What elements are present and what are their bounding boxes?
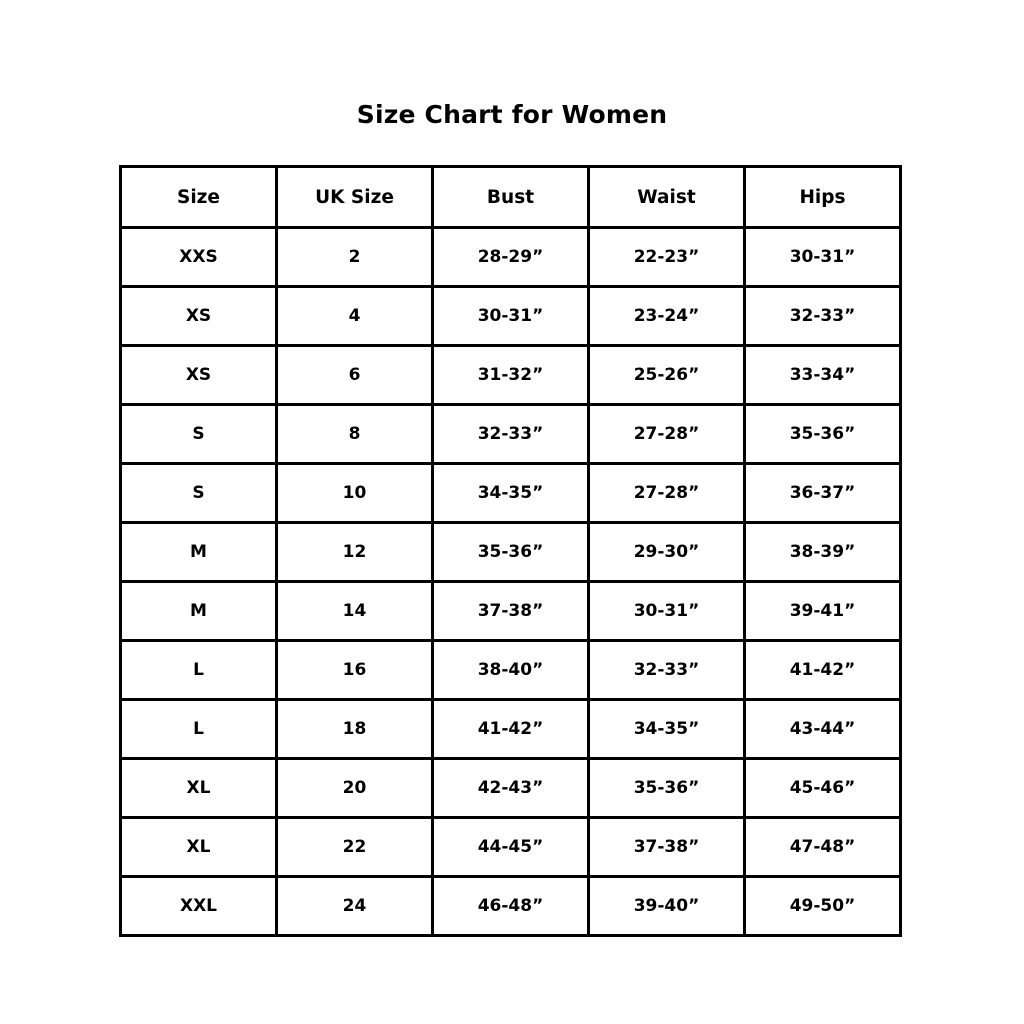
cell-uk-size: 18 (277, 700, 433, 759)
cell-hips: 30-31” (745, 228, 901, 287)
table-row (121, 877, 901, 936)
cell-waist: 25-26” (589, 346, 745, 405)
cell-size: XL (121, 759, 277, 818)
cell-bust: 34-35” (433, 464, 589, 523)
cell-size: M (121, 523, 277, 582)
cell-bust: 35-36” (433, 523, 589, 582)
cell-size: S (121, 405, 277, 464)
size-chart-table (119, 165, 902, 937)
table-row (121, 346, 901, 405)
cell-size: XXS (121, 228, 277, 287)
cell-size: S (121, 464, 277, 523)
cell-bust: 42-43” (433, 759, 589, 818)
cell-bust: 46-48” (433, 877, 589, 936)
cell-size: XXL (121, 877, 277, 936)
column-header-size: Size (121, 167, 277, 228)
cell-hips: 41-42” (745, 641, 901, 700)
cell-hips: 38-39” (745, 523, 901, 582)
table-row (121, 759, 901, 818)
cell-hips: 39-41” (745, 582, 901, 641)
cell-uk-size: 12 (277, 523, 433, 582)
table-row (121, 582, 901, 641)
column-header-waist: Waist (589, 167, 745, 228)
cell-hips: 43-44” (745, 700, 901, 759)
cell-size: XS (121, 346, 277, 405)
cell-waist: 37-38” (589, 818, 745, 877)
cell-size: L (121, 641, 277, 700)
table-row (121, 818, 901, 877)
cell-bust: 28-29” (433, 228, 589, 287)
cell-uk-size: 24 (277, 877, 433, 936)
cell-bust: 31-32” (433, 346, 589, 405)
cell-bust: 38-40” (433, 641, 589, 700)
cell-hips: 45-46” (745, 759, 901, 818)
table-row (121, 464, 901, 523)
cell-waist: 30-31” (589, 582, 745, 641)
cell-hips: 49-50” (745, 877, 901, 936)
cell-waist: 35-36” (589, 759, 745, 818)
cell-bust: 41-42” (433, 700, 589, 759)
table-header-row (121, 167, 901, 228)
cell-uk-size: 4 (277, 287, 433, 346)
table-header (121, 167, 901, 228)
column-header-uk-size: UK Size (277, 167, 433, 228)
table-row (121, 641, 901, 700)
column-header-bust: Bust (433, 167, 589, 228)
cell-size: M (121, 582, 277, 641)
cell-waist: 27-28” (589, 405, 745, 464)
cell-bust: 44-45” (433, 818, 589, 877)
table-row (121, 405, 901, 464)
cell-uk-size: 6 (277, 346, 433, 405)
table-row (121, 523, 901, 582)
cell-uk-size: 20 (277, 759, 433, 818)
cell-uk-size: 8 (277, 405, 433, 464)
cell-waist: 34-35” (589, 700, 745, 759)
column-header-hips: Hips (745, 167, 901, 228)
table-row (121, 700, 901, 759)
cell-hips: 32-33” (745, 287, 901, 346)
cell-hips: 35-36” (745, 405, 901, 464)
cell-hips: 33-34” (745, 346, 901, 405)
cell-waist: 32-33” (589, 641, 745, 700)
cell-bust: 37-38” (433, 582, 589, 641)
table-row (121, 287, 901, 346)
table-body (121, 228, 901, 936)
cell-waist: 22-23” (589, 228, 745, 287)
page-title: Size Chart for Women (356, 100, 668, 129)
cell-uk-size: 16 (277, 641, 433, 700)
cell-uk-size: 14 (277, 582, 433, 641)
table-row (121, 228, 901, 287)
cell-size: XS (121, 287, 277, 346)
cell-waist: 29-30” (589, 523, 745, 582)
cell-hips: 36-37” (745, 464, 901, 523)
cell-size: L (121, 700, 277, 759)
cell-size: XL (121, 818, 277, 877)
cell-waist: 23-24” (589, 287, 745, 346)
cell-bust: 32-33” (433, 405, 589, 464)
cell-waist: 39-40” (589, 877, 745, 936)
cell-uk-size: 2 (277, 228, 433, 287)
cell-hips: 47-48” (745, 818, 901, 877)
size-chart-table-wrapper (119, 165, 899, 937)
cell-bust: 30-31” (433, 287, 589, 346)
cell-uk-size: 10 (277, 464, 433, 523)
cell-waist: 27-28” (589, 464, 745, 523)
cell-uk-size: 22 (277, 818, 433, 877)
